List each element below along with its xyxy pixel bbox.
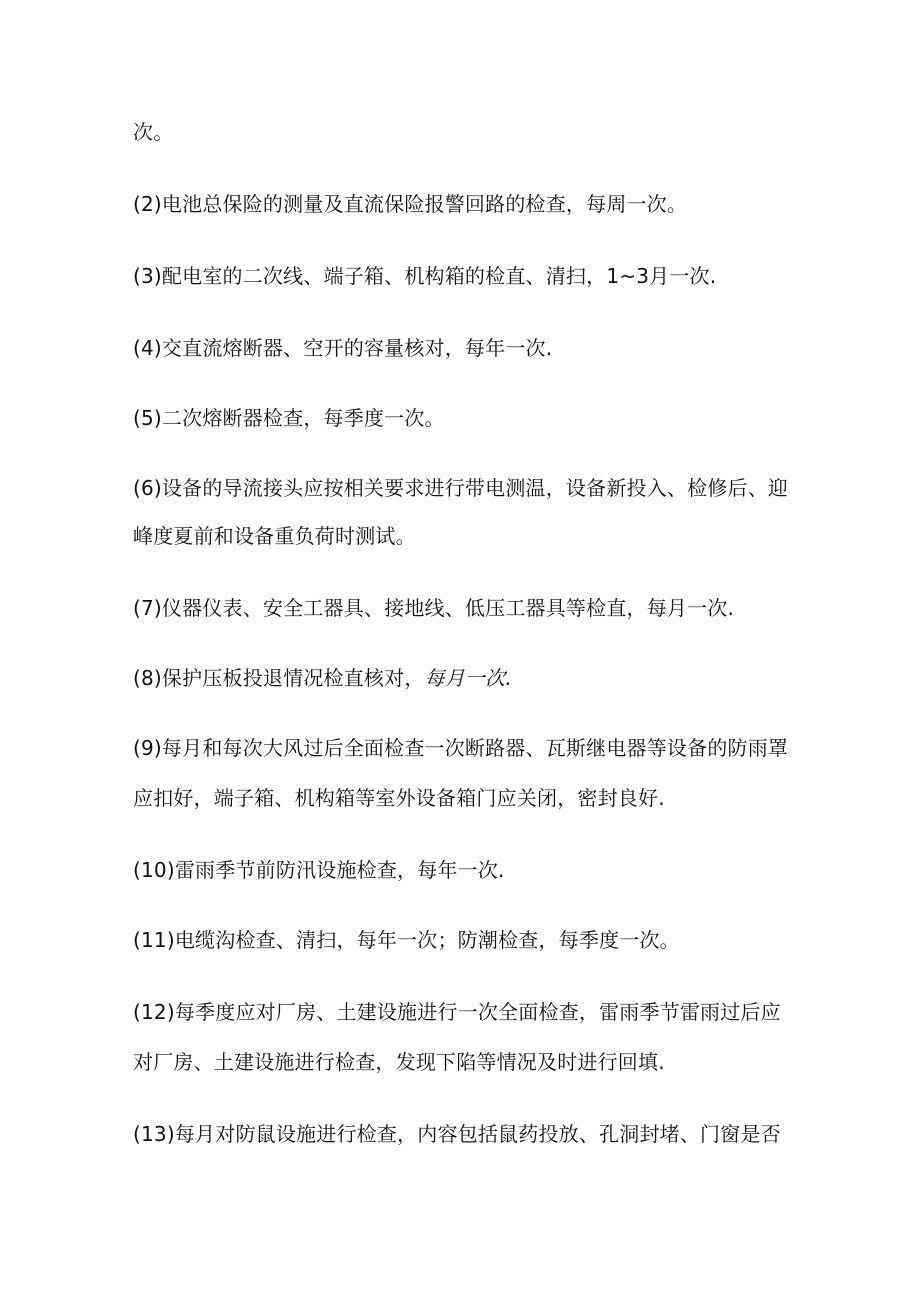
text-line-10: (9)每月和每次大风过后全面检查一次断路器、瓦斯继电器等设备的防雨罩 bbox=[133, 736, 789, 760]
text-line-11: 应扣好，端子箱、机构箱等室外设备箱门应关闭，密封良好. bbox=[133, 786, 665, 810]
text-line-3: (3)配电室的二次线、端子箱、机构箱的检直、清扫，1~3月一次. bbox=[133, 264, 717, 288]
text-line-16: (13)每月对防鼠设施进行检查，内容包括鼠药投放、孔洞封堵、门窗是否 bbox=[133, 1122, 781, 1146]
text-line-13: (11)电缆沟检查、清扫，每年一次；防潮检查，每季度一次。 bbox=[133, 928, 680, 952]
text-line-9-italic: 每月一次. bbox=[424, 666, 512, 690]
text-line-4: (4)交直流熔断器、空开的容量核对，每年一次. bbox=[133, 336, 553, 360]
text-line-14: (12)每季度应对厂房、土建设施进行一次全面检查，雷雨季节雷雨过后应 bbox=[133, 1000, 781, 1024]
text-line-7: 峰度夏前和设备重负荷时测试。 bbox=[133, 524, 416, 548]
text-line-12: (10)雷雨季节前防汛设施检查，每年一次. bbox=[133, 858, 505, 882]
text-line-9-main: (8)保护压板投退情况检直核对， bbox=[133, 666, 425, 690]
text-line-1: 次。 bbox=[133, 120, 174, 144]
text-line-8: (7)仪器仪表、安全工器具、接地线、低压工器具等检直，每月一次. bbox=[133, 596, 735, 620]
text-line-2: (2)电池总保险的测量及直流保险报警回路的检查，每周一次。 bbox=[133, 192, 688, 216]
text-line-15: 对厂房、土建设施进行检查，发现下陷等情况及时进行回填. bbox=[133, 1050, 665, 1074]
text-line-9 bbox=[133, 664, 793, 692]
text-line-5: (5)二次熔断器检查，每季度一次。 bbox=[133, 406, 445, 430]
text-line-6: (6)设备的导流接头应按相关要求进行带电测温，设备新投入、检修后、迎 bbox=[133, 476, 789, 500]
